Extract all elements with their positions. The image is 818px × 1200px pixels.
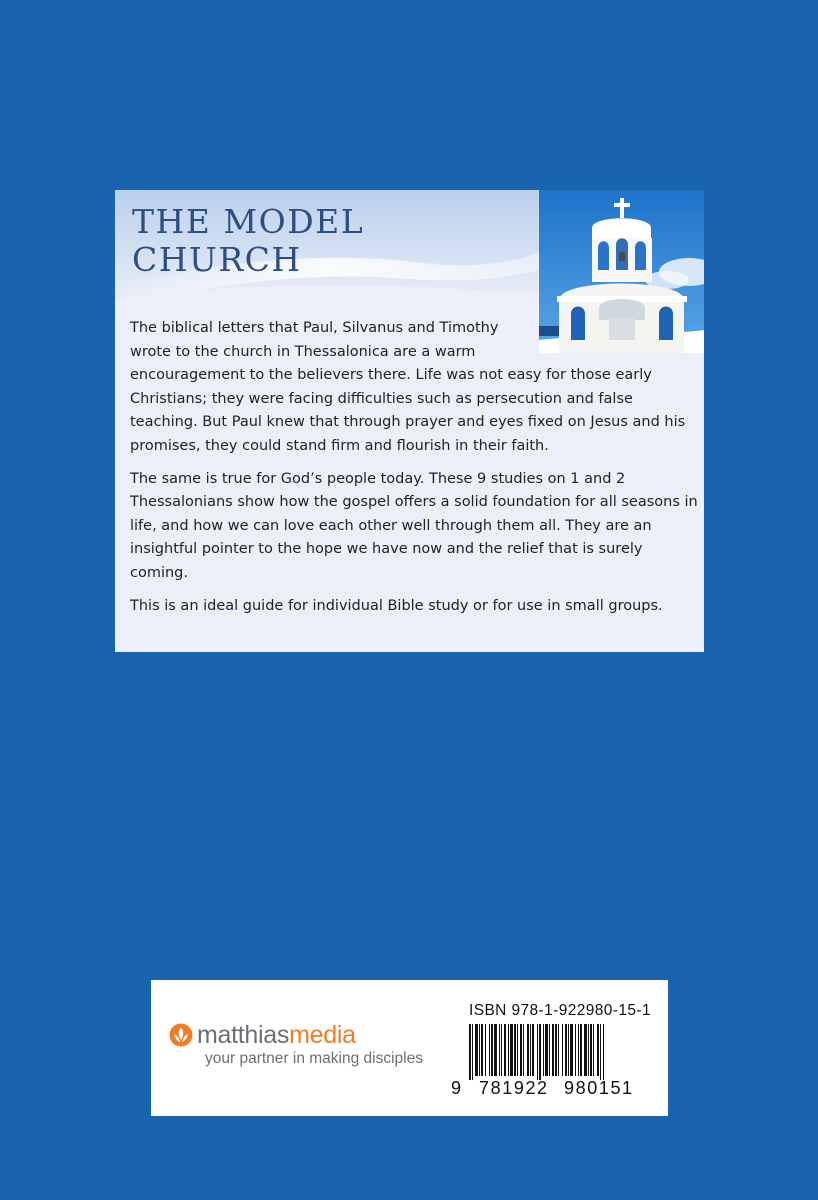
barcode-bar (593, 1024, 594, 1076)
barcode-bar (588, 1024, 589, 1076)
barcode-bar (530, 1024, 531, 1076)
wordmark-matthias: matthias (197, 1021, 290, 1049)
barcode-bar (491, 1024, 493, 1076)
barcode-bar (600, 1024, 601, 1080)
description-paragraph-3: This is an ideal guide for individual Bible study or for use in small groups. (130, 597, 663, 614)
barcode-bar (549, 1024, 550, 1076)
barcode-bar (523, 1024, 524, 1076)
barcode-bar (469, 1024, 471, 1080)
publisher-tagline: your partner in making disciples (205, 1050, 423, 1067)
barcode-bar (472, 1024, 473, 1080)
barcode-bar (537, 1024, 538, 1080)
barcode-bar (578, 1024, 579, 1076)
barcode-bar (485, 1024, 486, 1076)
title-banner (115, 190, 539, 320)
photo-wrap-spacer (532, 317, 702, 353)
barcode-bar (575, 1024, 576, 1076)
barcode-bar (510, 1024, 513, 1076)
barcode-bar (475, 1024, 478, 1076)
description-paragraph-2: The same is true for God’s people today. These 9 studies on 1 and 2 Thessalonians show how the gospel offers a solid foundation for all seasons in life, and how we can love each other well through them all. They are an insightful pointer to the hope we have now and the relief that is surely coming. (130, 470, 698, 581)
isbn-number: ISBN 978-1-922980-15-1 (469, 1002, 651, 1019)
barcode-bar (597, 1024, 599, 1076)
barcode-bar (590, 1024, 592, 1076)
barcode-bar (514, 1024, 516, 1076)
barcode-digit-first: 9 (451, 1078, 463, 1098)
barcode-bar (555, 1024, 557, 1076)
barcode-bar (580, 1024, 582, 1076)
barcode-bar (565, 1024, 567, 1076)
barcode-bar (501, 1024, 502, 1076)
wordmark-media: media (289, 1021, 356, 1049)
barcode-bar (552, 1024, 554, 1076)
barcode-bar (520, 1024, 522, 1076)
barcode-bar (532, 1024, 534, 1076)
barcode-bar (545, 1024, 548, 1076)
leaf-logo-icon (169, 1023, 193, 1047)
barcode-bar (558, 1024, 559, 1076)
barcode-bar (570, 1024, 573, 1076)
barcode-bar (517, 1024, 518, 1076)
barcode-bar (562, 1024, 563, 1076)
barcode-bar (508, 1024, 509, 1076)
publisher-wordmark (197, 1020, 356, 1050)
barcode-bar (499, 1024, 500, 1076)
barcode-bar (479, 1024, 480, 1076)
barcode-digits-right: 980151 (564, 1078, 634, 1098)
publisher-footer (151, 980, 668, 1116)
barcode-bar (603, 1024, 604, 1080)
back-cover-panel (115, 190, 704, 652)
barcode-digits (451, 1078, 666, 1102)
book-title: THE MODEL CHURCH (132, 202, 365, 279)
barcode-bar (543, 1024, 544, 1076)
barcode-bar (527, 1024, 529, 1076)
barcode-bar (539, 1024, 541, 1080)
barcode-bar (489, 1024, 490, 1076)
description-paragraph-1: The biblical letters that Paul, Silvanus and Timothy wrote to the church in Thessalonica are a warm encouragement to the believers there. Life was not easy for those early Christians; they were facing difficulties such as persecution and false teaching. But Paul knew that through prayer and eyes fixed on Jesus and his promises, they could stand firm and flourish in their faith. (130, 320, 686, 454)
barcode-digits-left: 781922 (479, 1078, 549, 1098)
barcode (469, 1024, 645, 1080)
barcode-bar (584, 1024, 587, 1076)
barcode-bar (481, 1024, 483, 1076)
barcode-bar (494, 1024, 497, 1076)
description (130, 317, 702, 627)
barcode-bar (568, 1024, 569, 1076)
barcode-bar (504, 1024, 506, 1076)
